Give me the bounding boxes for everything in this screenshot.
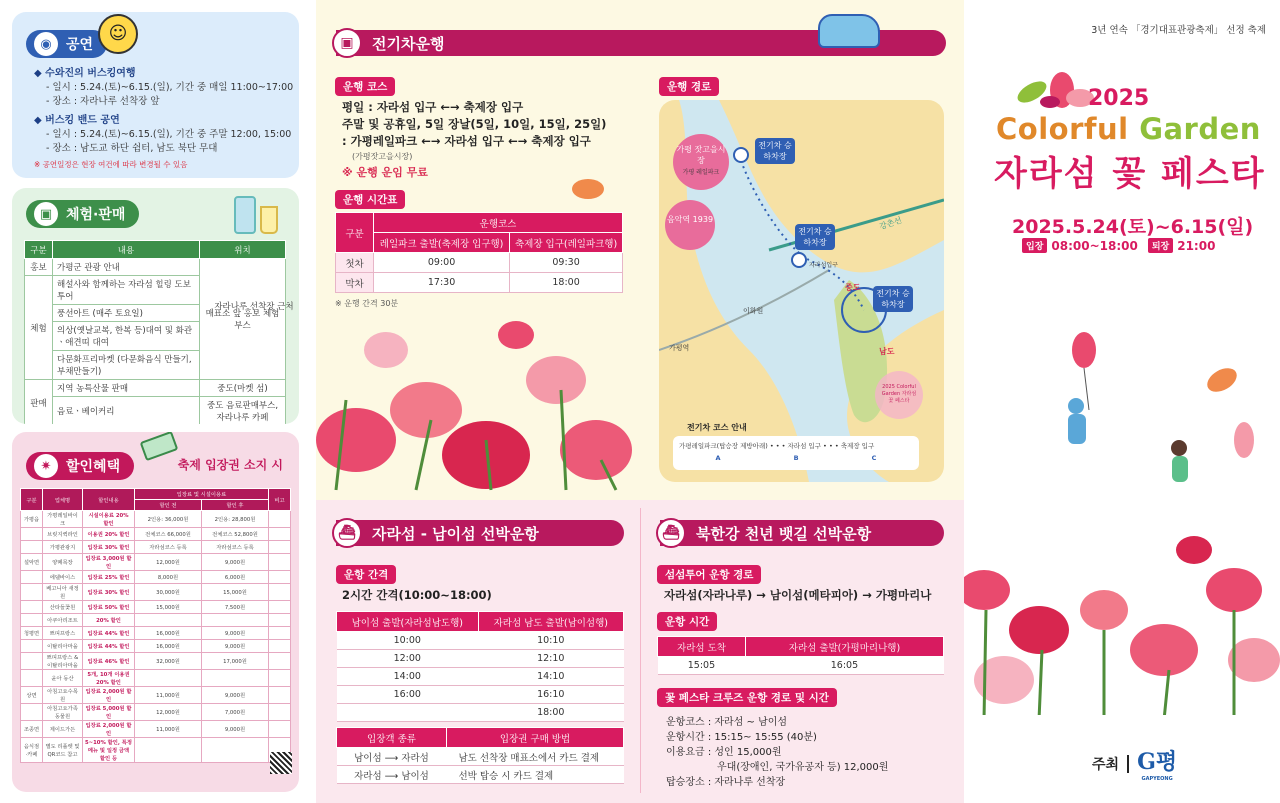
discount-subtitle: 축제 입장권 소지 시 xyxy=(177,458,283,472)
discount-cell xyxy=(21,601,43,614)
discount-cell xyxy=(269,640,291,653)
discount-cell: 입장료 44% 할인 xyxy=(83,627,135,640)
discount-row xyxy=(21,640,291,653)
ticket-icon xyxy=(140,432,179,461)
tram-line-route: : 가평레일파크 ←→ 자라섬 입구 ←→ 축제장 입구 xyxy=(342,134,591,148)
discount-cell: 30,000원 xyxy=(135,584,202,601)
discount-cell xyxy=(21,528,43,541)
ferry-cell: 10:00 xyxy=(337,632,479,650)
exp-location-1: 매표소 앞 홍보 체험 부스 xyxy=(200,259,286,380)
discount-cell: 입장료 30% 할인 xyxy=(83,541,135,554)
exp-row: 해설사와 함께하는 자라섬 힐링 도보투어 xyxy=(53,276,200,305)
legend-title: 전기차 코스 안내 xyxy=(687,423,747,432)
performance-title: ◉ 공연 xyxy=(26,30,107,58)
discount-cell: 6,000원 xyxy=(202,571,269,584)
discount-cell: 7,000원 xyxy=(202,704,269,721)
route-legend: 가평레일파크(탑승장 제방아래) • • • 자라섬 입구 • • • 축제장 입구 A B C xyxy=(673,436,919,470)
cruise-header-b: 자라섬 출발(가평마리나행) xyxy=(745,637,943,657)
discount-cell: 쁘띠프랑스 & 이탈리아마을 xyxy=(43,653,83,670)
jungdo-label: 중도 xyxy=(845,283,861,292)
discount-cell: 베고니아 새정원 xyxy=(43,584,83,601)
station-a-label: 전기차 승하차장 xyxy=(755,138,795,164)
discount-cell xyxy=(21,670,43,687)
discount-cell: 32,000원 xyxy=(135,653,202,670)
discount-cell: 전체코스 66,000원 xyxy=(135,528,202,541)
ticket-cell: 선박 탑승 시 카드 결제 xyxy=(447,766,624,784)
discount-cell: 9,000원 xyxy=(202,721,269,738)
discount-cell xyxy=(21,614,43,627)
discount-cell: 16,000원 xyxy=(135,627,202,640)
discount-row xyxy=(21,584,291,601)
discount-row xyxy=(21,738,291,763)
discount-cell: 상면 xyxy=(21,687,43,704)
discount-cell xyxy=(202,738,269,763)
legend-b: B xyxy=(793,454,799,462)
disc-header-after: 할인 후 xyxy=(202,500,269,511)
discount-cell: 이용권 20% 할인 xyxy=(83,528,135,541)
discount-cell: 8,000원 xyxy=(135,571,202,584)
discount-cell xyxy=(21,640,43,653)
discount-cell: 설악면 xyxy=(21,554,43,571)
discount-cell xyxy=(269,627,291,640)
discount-cell xyxy=(269,614,291,627)
tram-timetable xyxy=(335,212,623,293)
discount-row xyxy=(21,721,291,738)
performance-item2-title: ◆ 버스킹 밴드 공연 xyxy=(34,115,120,126)
ferry-cell: 16:00 xyxy=(337,686,479,704)
discount-cell: 12,000원 xyxy=(135,554,202,571)
discount-cell: 시설이용료 20% 할인 xyxy=(83,511,135,528)
discount-cell: 9,000원 xyxy=(202,554,269,571)
discount-cell: 9,000원 xyxy=(202,640,269,653)
discount-row xyxy=(21,670,291,687)
ferry-header-b: 자라섬 남도 출발(남이섬행) xyxy=(478,612,623,632)
discount-cell: 2인용: 36,000원 xyxy=(135,511,202,528)
performance-icon: ◉ xyxy=(34,32,58,56)
tram-header-group: 운행코스 xyxy=(374,213,623,233)
discount-row xyxy=(21,528,291,541)
discount-cell: 가평읍 xyxy=(21,511,43,528)
discount-cell: 전체코스 52,800원 xyxy=(202,528,269,541)
discount-cell: 20% 할인 xyxy=(83,614,135,627)
discount-row xyxy=(21,627,291,640)
performance-item2-date: - 일시 : 5.24.(토)~6.15.(일), 기간 중 주말 12:00, 15:00 xyxy=(46,129,292,140)
ticket-header-type: 입장객 종류 xyxy=(337,728,447,748)
discount-cell: 브릿지퀵라인 xyxy=(43,528,83,541)
tram-time-tag: 운행 시간표 xyxy=(335,190,405,209)
discount-cell: 입장료 2,000원 할인 xyxy=(83,687,135,704)
discount-cell xyxy=(21,571,43,584)
ferry-cell xyxy=(337,704,479,722)
cover-panel xyxy=(964,0,1280,803)
exp-row: 풍선아트 (매주 토요일) xyxy=(53,305,200,322)
discount-cell: 쁘띠프랑스 xyxy=(43,627,83,640)
exp-header-content: 내용 xyxy=(53,241,200,259)
discount-cell: 입장료 25% 할인 xyxy=(83,571,135,584)
exp-location-2: 자라나루 선착장 근처 xyxy=(214,302,294,312)
discount-cell: 9,000원 xyxy=(202,627,269,640)
discount-cell: 9,000원 xyxy=(202,687,269,704)
exp-cat-experience: 체험 xyxy=(25,276,53,380)
cruise-info-place: 탑승장소 : 자라나루 선착장 xyxy=(666,777,786,788)
station-c-label: 전기차 승하차장 xyxy=(873,286,913,312)
cruise-time-tag: 운항 시간 xyxy=(657,612,717,631)
discount-cell xyxy=(269,721,291,738)
tram-line-weekday: 평일 : 자라섬 입구 ←→ 축제장 입구 xyxy=(342,100,524,114)
performance-item1-date: - 일시 : 5.24.(토)~6.15.(일), 기간 중 매일 11:00~17:00 xyxy=(46,82,294,93)
exp-header-category: 구분 xyxy=(25,241,53,259)
disc-header-content: 할인내용 xyxy=(83,489,135,511)
cruise-cell: 16:05 xyxy=(745,657,943,675)
cruise-header-a: 자라섬 도착 xyxy=(658,637,746,657)
cover-host xyxy=(1092,745,1177,782)
discount-cell: 가평관광지 xyxy=(43,541,83,554)
performance-item1-title: ◆ 수와진의 버스킹여행 xyxy=(34,68,136,79)
ferry-interval: 2시간 간격(10:00~18:00) xyxy=(342,588,492,602)
discount-cell xyxy=(269,528,291,541)
tram-cell: 18:00 xyxy=(510,273,623,293)
performance-item2-place: - 장소 : 남도교 하단 쉼터, 남도 북단 무대 xyxy=(46,143,218,154)
exp-location-3: 중도(마켓 섬) xyxy=(200,380,286,397)
ferry-cell: 16:10 xyxy=(478,686,623,704)
cruise-route: 자라섬(자라나루) → 남이섬(메타피아) → 가평마리나 xyxy=(664,588,932,602)
drink-icon xyxy=(234,196,256,234)
disc-header-area: 구분 xyxy=(21,489,43,511)
tram-cell: 09:00 xyxy=(374,253,510,273)
exit-badge: 퇴장 xyxy=(1148,238,1173,253)
performance-panel xyxy=(12,12,299,178)
disc-header-before: 할인 전 xyxy=(135,500,202,511)
car-icon xyxy=(818,14,880,48)
gift-icon: ▣ xyxy=(34,202,58,226)
divider xyxy=(640,508,641,793)
ferry-cell: 12:00 xyxy=(337,650,479,668)
cover-top-note: 3년 연속 「경기대표관광축제」 선정 축제 xyxy=(1091,25,1266,36)
namdo-label: 남도 xyxy=(879,347,895,356)
experience-title: ▣ 체험·판매 xyxy=(26,200,139,228)
discount-cell: 입장료 30% 할인 xyxy=(83,584,135,601)
discount-cell: 11,000원 xyxy=(135,721,202,738)
discount-cell: 입장료 46% 할인 xyxy=(83,653,135,670)
discount-table xyxy=(20,488,291,763)
discount-row xyxy=(21,653,291,670)
tram-line-sub: (가평잣고을시장) xyxy=(352,152,413,161)
cover-illustration xyxy=(964,330,1280,720)
exp-row: 다문화프리마켓 (다문화음식 만들기, 부채만들기) xyxy=(53,351,200,380)
ticket-cell: 남도 선착장 매표소에서 카드 결제 xyxy=(447,748,624,766)
ferry-title-bar: ⛴ 자라섬 - 남이섬 선박운항 xyxy=(336,520,624,546)
discount-title: ✷ 할인혜택 xyxy=(26,452,134,480)
host-label: 주최 xyxy=(1092,756,1120,773)
discount-cell: 아침고요수목원 xyxy=(43,687,83,704)
exp-row: 지역 농특산물 판매 xyxy=(53,380,200,397)
discount-cell: 아침고요가족동물원 xyxy=(43,704,83,721)
disc-header-price: 입장료 및 시설이용료 xyxy=(135,489,269,500)
discount-row xyxy=(21,541,291,554)
discount-cell: 조종면 xyxy=(21,721,43,738)
entry-time: 08:00~18:00 xyxy=(1051,238,1138,253)
entry-badge: 입장 xyxy=(1022,238,1047,253)
discount-cell xyxy=(269,653,291,670)
gapyeong-logo: G평 GAPYEONG xyxy=(1137,749,1178,782)
ferry-cell: 14:10 xyxy=(478,668,623,686)
cruise-route-tag: 섬섬투어 운항 경로 xyxy=(657,565,761,584)
legend-a: A xyxy=(715,454,721,462)
petal-icon xyxy=(566,175,616,205)
qr-code-icon xyxy=(270,752,292,774)
cruise-info-course: 운항코스 : 자라섬 ~ 남이섬 xyxy=(666,717,788,728)
experience-table xyxy=(24,240,286,424)
tram-header-b: 축제장 입구(레일파크행) xyxy=(510,233,623,253)
ferry-cell: 10:10 xyxy=(478,632,623,650)
discount-cell: 11,000원 xyxy=(135,687,202,704)
cruise-info-fee: 이용요금 : 성인 15,000원 xyxy=(666,747,782,758)
discount-cell: 입장료 2,000원 할인 xyxy=(83,721,135,738)
tram-cell: 09:30 xyxy=(510,253,623,273)
ferry-cell: 14:00 xyxy=(337,668,479,686)
discount-cell: 12,000원 xyxy=(135,704,202,721)
host-divider xyxy=(1127,755,1129,773)
performance-body xyxy=(34,67,299,172)
cruise-ship-icon: ⛴ xyxy=(656,518,686,548)
discount-cell: 5개, 10개 이용권 20% 할인 xyxy=(83,670,135,687)
discount-cell: 자라섬코스 등록 xyxy=(135,541,202,554)
discount-cell: 입장료 5,000원 할인 xyxy=(83,704,135,721)
discount-cell: 아쿠아리조트 xyxy=(43,614,83,627)
route-tag: 운행 경로 xyxy=(659,77,719,96)
cruise-info-time: 운항시간 : 15:15~ 15:55 (40분) xyxy=(666,732,817,743)
ferry-cell: 18:00 xyxy=(478,704,623,722)
zara-entry-label: 자라섬입구 xyxy=(809,262,838,269)
discount-row xyxy=(21,601,291,614)
discount-cell xyxy=(202,670,269,687)
cruise-info-tag: 꽃 페스타 크루즈 운항 경로 및 시간 xyxy=(657,688,837,707)
discount-cell xyxy=(269,687,291,704)
exp-row: 의상(옛날교복, 한복 등)대여 및 화관ㆍ애견띠 대여 xyxy=(53,322,200,351)
cruise-timetable xyxy=(657,636,944,675)
cover-main-title: 자라섬 꽃 페스타 xyxy=(994,154,1266,194)
discount-row xyxy=(21,614,291,627)
discount-cell: 2인용: 28,800원 xyxy=(202,511,269,528)
ferry-header-a: 남이섬 출발(자라섬남도행) xyxy=(337,612,479,632)
discount-cell xyxy=(269,511,291,528)
cover-times xyxy=(1022,238,1215,253)
discount-cell xyxy=(269,554,291,571)
discount-cell xyxy=(21,584,43,601)
tram-interval-note: ※ 운행 간격 30분 xyxy=(335,299,399,308)
exp-row: 음료ㆍ베이커리 xyxy=(53,397,200,425)
cover-dates: 2025.5.24(토)~6.15(일) xyxy=(1012,216,1254,238)
tram-row-first: 첫차 xyxy=(336,253,374,273)
river-label: 강촌선 xyxy=(878,215,904,232)
route-map xyxy=(659,100,944,482)
discount-cell xyxy=(269,601,291,614)
discount-row xyxy=(21,571,291,584)
legend-c: C xyxy=(871,454,877,462)
discount-cell xyxy=(269,571,291,584)
tram-header-a: 레일파크 출발(축제장 입구행) xyxy=(374,233,510,253)
ferry-interval-tag: 운항 간격 xyxy=(336,565,396,584)
station-b-label: 전기차 승하차장 xyxy=(795,224,835,250)
flower-decoration xyxy=(316,290,636,500)
discount-cell xyxy=(269,704,291,721)
performance-item1-place: - 장소 : 자라나루 선착장 앞 xyxy=(46,96,160,107)
ferry-timetable xyxy=(336,611,624,722)
discount-cell: 양떼목장 xyxy=(43,554,83,571)
tram-row-last: 막차 xyxy=(336,273,374,293)
market-marker: 가평 잣고을시장 가평 레일파크 xyxy=(673,134,729,190)
festival-marker-label: 2025 Colorful Garden 자라섬 꽃 페스타 xyxy=(881,384,917,404)
discount-cell: 17,000원 xyxy=(202,653,269,670)
discount-cell xyxy=(21,704,43,721)
cover-brand: Colorful Garden xyxy=(996,112,1261,146)
discount-panel xyxy=(12,432,299,792)
sparkle-icon: ✷ xyxy=(34,454,58,478)
discount-cell xyxy=(135,670,202,687)
discount-cell: 제이드가든 xyxy=(43,721,83,738)
discount-cell xyxy=(269,584,291,601)
exp-cat-sales: 판매 xyxy=(25,380,53,425)
discount-cell: 이탈리아마을 xyxy=(43,640,83,653)
tram-cell: 17:30 xyxy=(374,273,510,293)
tram-free-note: ※ 운행 운임 무료 xyxy=(342,166,428,179)
cruise-info xyxy=(666,715,888,790)
bus-icon: ▣ xyxy=(332,28,362,58)
tram-course-tag: 운행 코스 xyxy=(335,77,395,96)
ferry-ticket-table xyxy=(336,727,624,784)
ticket-cell: 남이섬 ⟶ 자라섬 xyxy=(337,748,447,766)
discount-row xyxy=(21,554,291,571)
discount-cell xyxy=(21,653,43,670)
exit-time: 21:00 xyxy=(1177,238,1216,253)
discount-cell: 입장료 50% 할인 xyxy=(83,601,135,614)
ticket-cell: 자라섬 ⟶ 남이섬 xyxy=(337,766,447,784)
discount-cell: 5~10% 할인, 특정 메뉴 및 일정 금액 할인 등 xyxy=(83,738,135,763)
discount-cell: 15,000원 xyxy=(202,584,269,601)
cruise-info-fee-discount: 우대(장애인, 국가유공자 등) 12,000원 xyxy=(717,762,889,773)
exp-header-location: 위치 xyxy=(200,241,286,259)
discount-cell xyxy=(135,738,202,763)
exp-cat-promo: 홍보 xyxy=(25,259,53,276)
discount-cell: 윤아 동산 xyxy=(43,670,83,687)
discount-cell: 16,000원 xyxy=(135,640,202,653)
discount-cell xyxy=(21,541,43,554)
disc-header-company: 업체명 xyxy=(43,489,83,511)
discount-row xyxy=(21,704,291,721)
tram-header-category: 구분 xyxy=(336,213,374,253)
discount-cell: 자라섬코스 등록 xyxy=(202,541,269,554)
discount-cell: 15,000원 xyxy=(135,601,202,614)
discount-cell: 청평면 xyxy=(21,627,43,640)
smiley-icon: ☺ xyxy=(98,14,138,54)
discount-cell: 음식점·카페 xyxy=(21,738,43,763)
discount-cell: 입장료 44% 할인 xyxy=(83,640,135,653)
ferry-cell: 12:10 xyxy=(478,650,623,668)
cup-icon xyxy=(260,206,278,234)
discount-cell xyxy=(135,614,202,627)
exp-row: 가평군 관광 안내 xyxy=(53,259,200,276)
cruise-cell: 15:05 xyxy=(658,657,746,675)
discount-row xyxy=(21,687,291,704)
discount-cell: 산타들꽃원 xyxy=(43,601,83,614)
discount-cell xyxy=(202,614,269,627)
discount-cell: 별도 리플렛 및 QR코드 참고 xyxy=(43,738,83,763)
discount-cell xyxy=(269,541,291,554)
ticket-header-method: 입장권 구매 방법 xyxy=(447,728,624,748)
discount-cell: 가평레일바이크 xyxy=(43,511,83,528)
tram-line-weekend: 주말 및 공휴일, 5일 장날(5일, 10일, 15일, 25일) xyxy=(342,117,607,131)
performance-note: ※ 공연일정은 현장 여건에 따라 변경될 수 있음 xyxy=(34,160,188,169)
music-station-marker: 음악역 1939 xyxy=(665,200,715,250)
discount-cell xyxy=(269,670,291,687)
riverside-label: 이화원 xyxy=(743,307,764,315)
gapyeong-station-label: 가평역 xyxy=(669,344,690,352)
exp-location-4: 중도 음료판매부스, 자라나루 카페 xyxy=(200,397,286,425)
ship-icon: ⛴ xyxy=(332,518,362,548)
discount-row xyxy=(21,511,291,528)
tram-title-bar: ▣ 전기차운행 xyxy=(336,30,946,56)
cruise-title-bar: ⛴ 북한강 천년 뱃길 선박운항 xyxy=(660,520,944,546)
discount-cell: 에델바이스 xyxy=(43,571,83,584)
discount-cell: 입장료 3,000원 할인 xyxy=(83,554,135,571)
cover-year: 2025 xyxy=(1088,86,1150,111)
disc-header-note: 비고 xyxy=(269,489,291,511)
discount-cell: 7,500원 xyxy=(202,601,269,614)
